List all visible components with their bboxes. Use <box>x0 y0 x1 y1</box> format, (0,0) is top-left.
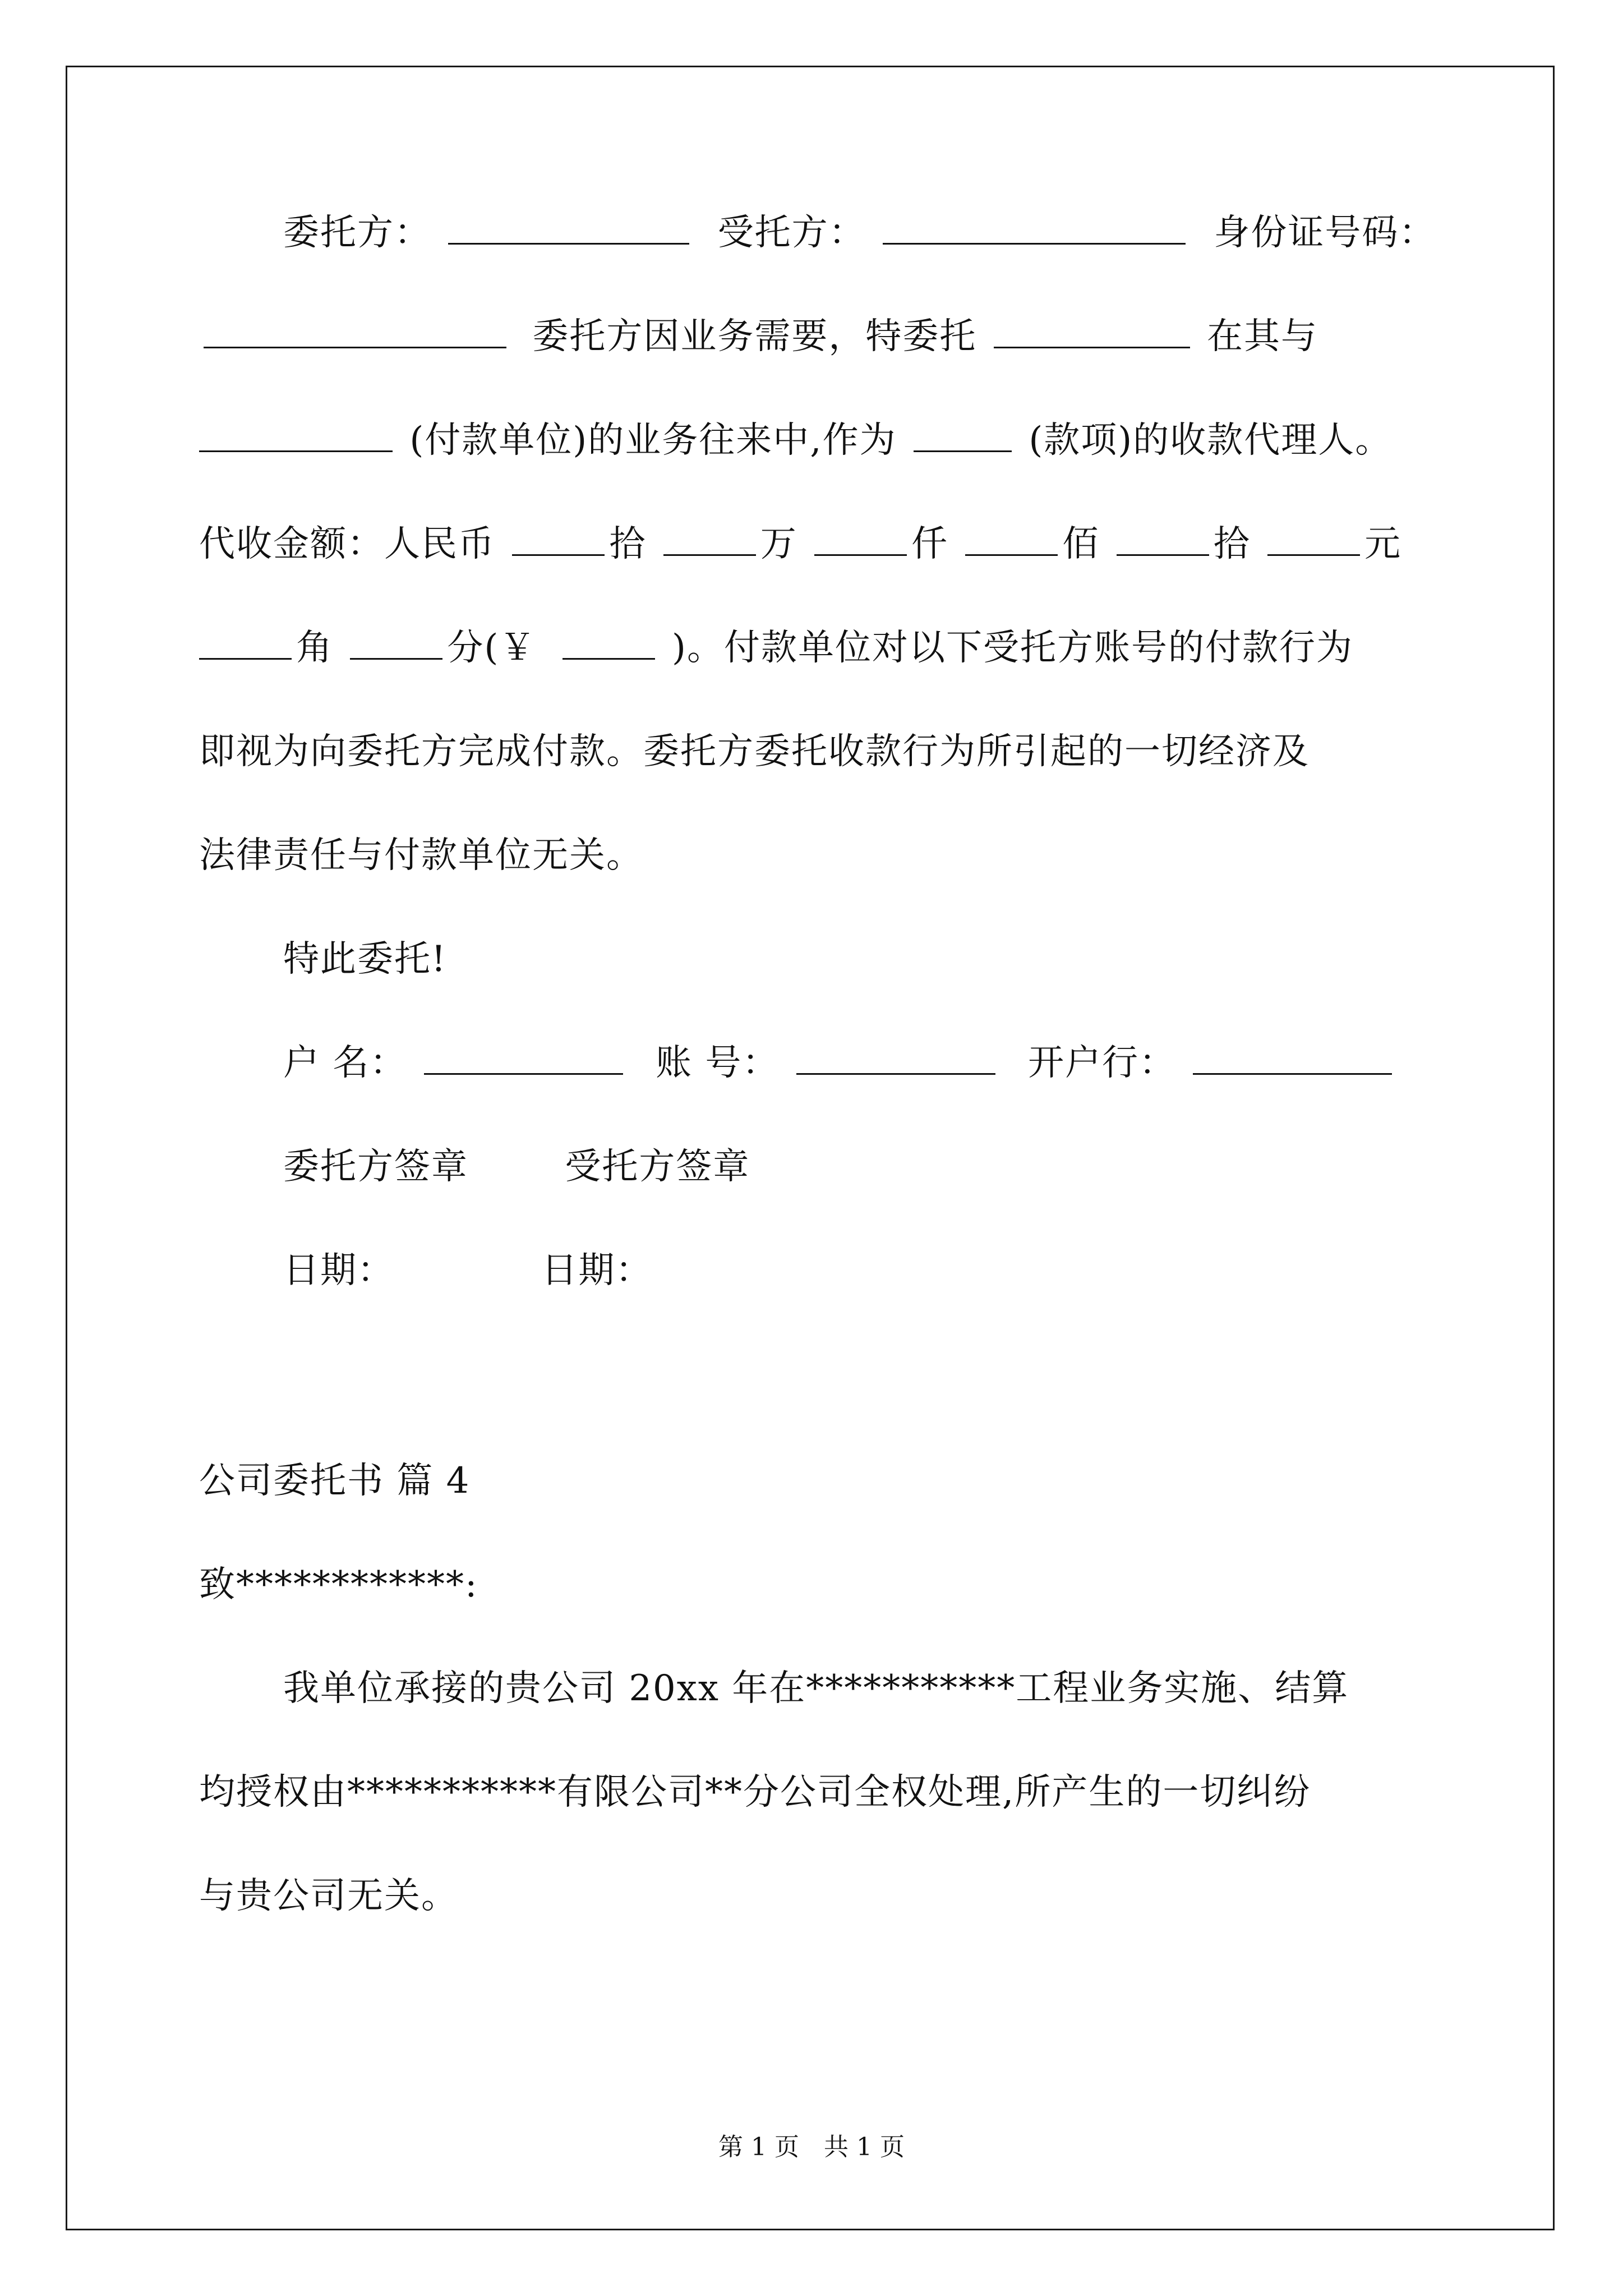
unit-label: 元 <box>1364 523 1402 565</box>
account-name-label: 户 名： <box>283 1042 407 1084</box>
bank-label: 开户行： <box>1028 1042 1177 1084</box>
amount-blank <box>1267 524 1360 556</box>
body-line: 与贵公司无关。 <box>199 1875 458 1917</box>
date-line <box>283 1248 652 1293</box>
payer-text: (付款单位)的业务往来中,作为 <box>409 420 897 461</box>
body-line: 我单位承接的贵公司 20xx 年在***********工程业务实施、结算 <box>283 1668 1349 1709</box>
unit-label: 拾 <box>1213 523 1251 565</box>
signature-line <box>283 1144 750 1189</box>
entrusted-person-blank <box>994 316 1190 348</box>
account-number-blank <box>796 1043 995 1075</box>
amount-blank <box>562 628 655 660</box>
amount-blank <box>199 628 292 660</box>
entrust-text: 委托方因业务需要，特委托 <box>532 316 977 357</box>
amount-line-2 <box>199 625 1353 670</box>
payer-text-2: (款项)的收款代理人。 <box>1029 420 1393 461</box>
account-name-blank <box>424 1043 623 1075</box>
amount-blank <box>663 524 756 556</box>
entrust-text-2: 在其与 <box>1207 316 1318 357</box>
parties-line <box>283 210 1436 255</box>
principal-date-label: 日期： <box>283 1250 394 1291</box>
agent-signature-label: 受托方签章 <box>565 1146 750 1188</box>
id-number-blank <box>204 316 506 348</box>
bank-blank <box>1193 1043 1392 1075</box>
page-footer: 第 1 页 共 1 页 <box>718 2133 905 2161</box>
amount-blank <box>350 628 442 660</box>
account-number-label: 账 号： <box>656 1042 780 1084</box>
principal-blank <box>448 213 689 245</box>
agent-blank <box>883 213 1186 245</box>
unit-label: 拾 <box>609 523 647 565</box>
closing-text: 特此委托! <box>283 938 447 980</box>
principal-label: 委托方： <box>283 212 431 254</box>
payment-item-blank <box>914 420 1012 452</box>
payer-line <box>199 418 1392 463</box>
amount-blank <box>512 524 605 556</box>
amount-line <box>199 522 1401 567</box>
account-line <box>283 1041 1396 1085</box>
amount-blank <box>1117 524 1209 556</box>
payment-text-line: 即视为向委托方完成付款。委托方委托收款行为所引起的一切经济及 <box>199 731 1310 772</box>
payment-text: )。付款单位对以下受托方账号的付款行为 <box>672 627 1353 669</box>
unit-label: 角 <box>296 627 333 669</box>
liability-line: 法律责任与付款单位无关。 <box>199 835 643 876</box>
amount-label: 代收金额：人民币 <box>199 523 495 565</box>
unit-label: 仟 <box>911 523 949 565</box>
addressee-line: 致************: <box>199 1564 478 1605</box>
amount-blank <box>814 524 907 556</box>
unit-label: 分(￥ <box>447 627 537 669</box>
payer-blank <box>199 420 393 452</box>
agent-date-label: 日期： <box>541 1250 653 1291</box>
entrust-line <box>199 314 1318 359</box>
agent-label: 受托方： <box>717 212 866 254</box>
unit-label: 佰 <box>1062 523 1100 565</box>
body-line: 均授权由***********有限公司**分公司全权处理,所产生的一切纠纷 <box>199 1772 1311 1813</box>
section-heading: 公司委托书 篇 4 <box>199 1460 471 1502</box>
principal-signature-label: 委托方签章 <box>283 1146 468 1188</box>
id-number-label: 身份证号码： <box>1214 212 1436 254</box>
amount-blank <box>965 524 1058 556</box>
unit-label: 万 <box>760 523 797 565</box>
